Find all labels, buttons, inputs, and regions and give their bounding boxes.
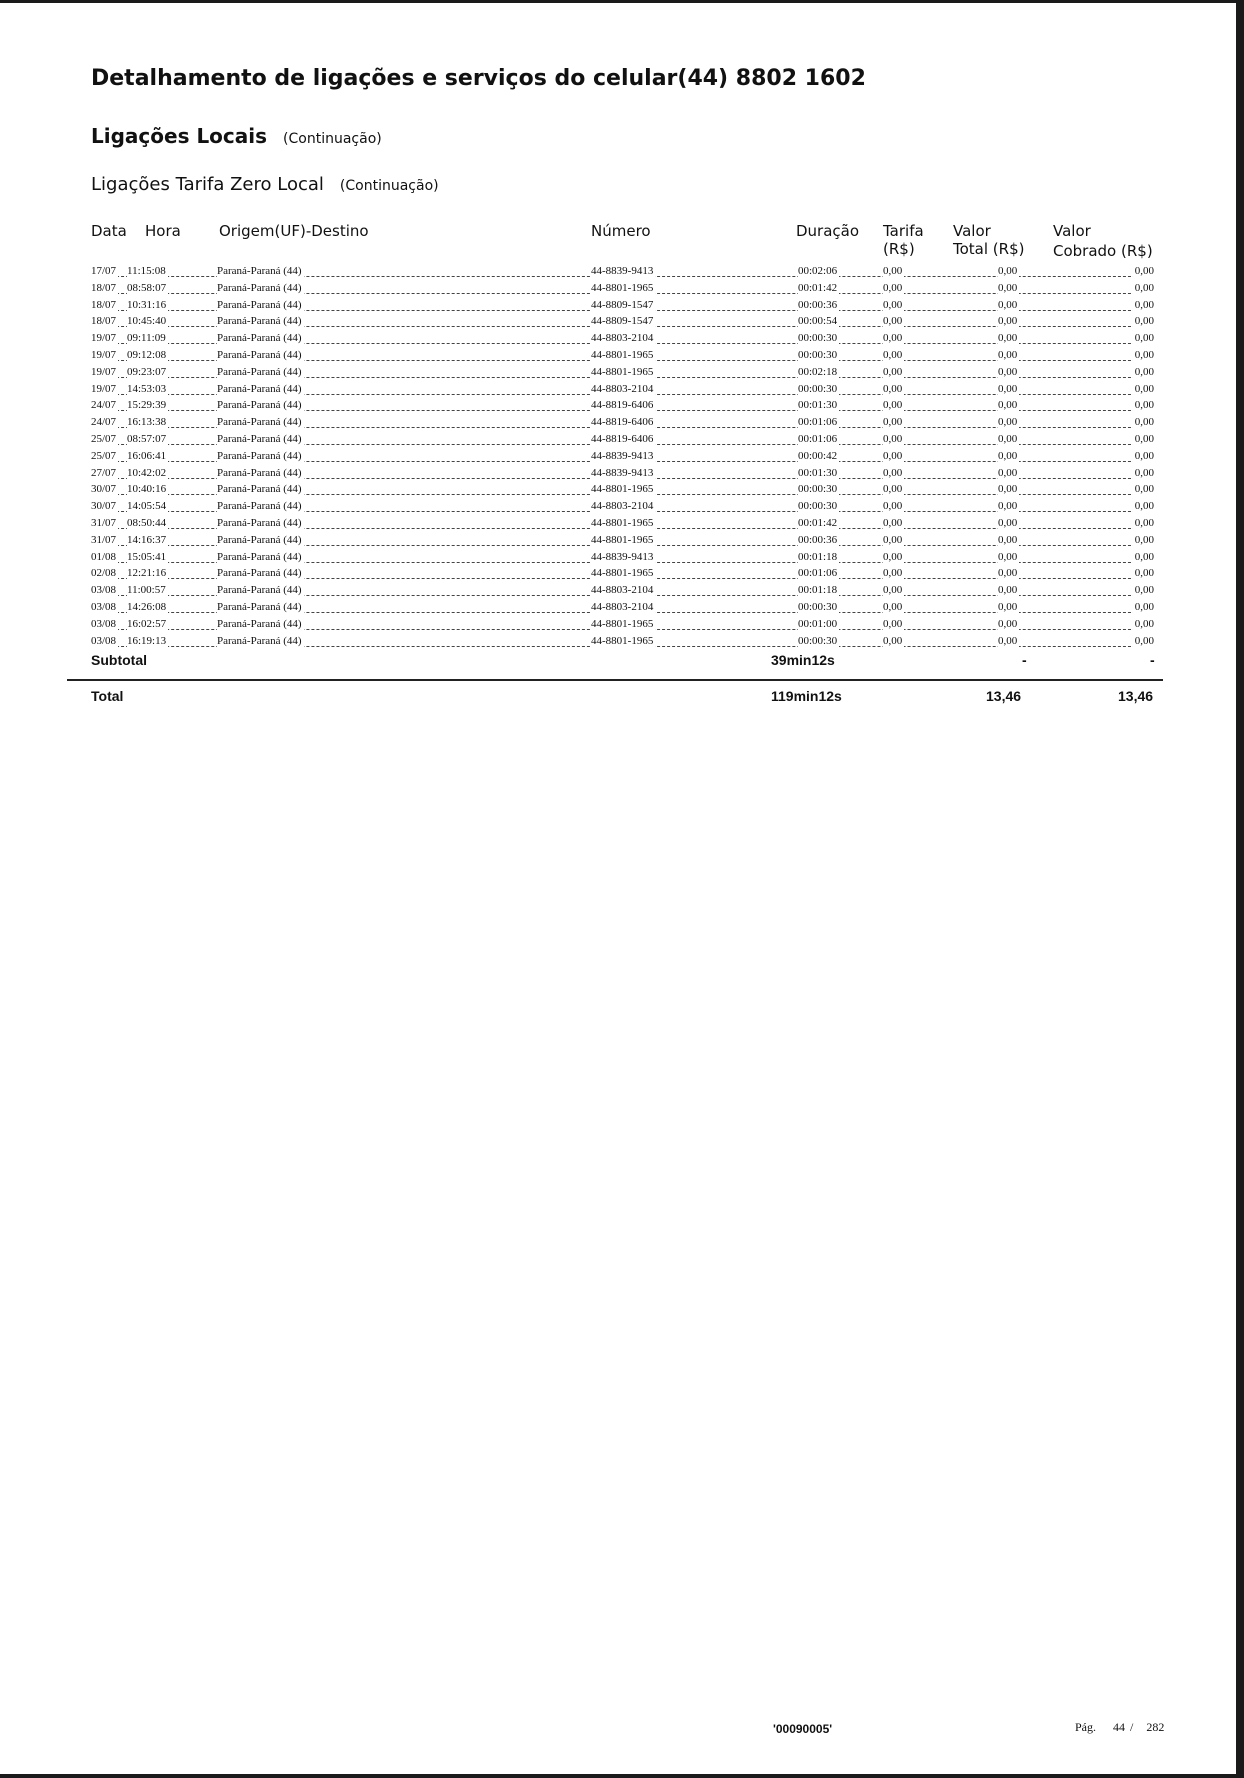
call-time: 10:45:40: [127, 315, 167, 328]
page-label: Pág.: [1075, 1720, 1096, 1734]
call-tariff: 0,00: [883, 416, 903, 429]
call-origin: Paraná-Paraná (44): [217, 634, 302, 647]
call-total-value: 0,00: [998, 617, 1018, 630]
call-tariff: 0,00: [883, 399, 903, 412]
call-tariff: 0,00: [883, 332, 903, 345]
col-header-duracao: Duração: [796, 222, 860, 240]
call-total-value: 0,00: [998, 584, 1018, 597]
call-charged-value: 0,00: [1134, 449, 1154, 462]
call-origin: Paraná-Paraná (44): [217, 567, 302, 580]
call-time: 16:19:13: [127, 634, 167, 647]
call-time: 14:53:03: [127, 382, 167, 395]
subtotal-duration: 39min12s: [771, 652, 835, 668]
call-origin: Paraná-Paraná (44): [217, 416, 302, 429]
table-row: [91, 449, 1156, 466]
total-valor-total: 13,46: [986, 688, 1022, 704]
call-total-value: 0,00: [998, 432, 1018, 445]
call-time: 15:05:41: [127, 550, 167, 563]
call-origin: Paraná-Paraná (44): [217, 617, 302, 630]
call-number: 44-8819-6406: [591, 432, 654, 445]
call-charged-value: 0,00: [1134, 332, 1154, 345]
call-charged-value: 0,00: [1134, 600, 1154, 613]
col-header-valor-total-line1: Valor: [953, 222, 991, 240]
page-current: 44: [1113, 1720, 1125, 1734]
call-origin: Paraná-Paraná (44): [217, 332, 302, 345]
call-duration: 00:00:30: [798, 634, 838, 647]
col-header-origem: Origem(UF)-Destino: [219, 222, 369, 240]
col-header-tarifa: [883, 222, 924, 258]
call-duration: 00:00:42: [798, 449, 838, 462]
table-row: [91, 415, 1156, 432]
call-duration: 00:02:18: [798, 365, 838, 378]
call-charged-value: 0,00: [1134, 500, 1154, 513]
call-total-value: 0,00: [998, 332, 1018, 345]
call-duration: 00:02:06: [798, 265, 838, 277]
call-origin: Paraná-Paraná (44): [217, 516, 302, 529]
table-row: [91, 499, 1156, 516]
call-origin: Paraná-Paraná (44): [217, 348, 302, 361]
call-date: 03/08: [91, 617, 117, 630]
call-duration: 00:01:00: [798, 617, 838, 630]
call-time: 16:06:41: [127, 449, 167, 462]
call-number: 44-8809-1547: [591, 298, 654, 311]
call-origin: Paraná-Paraná (44): [217, 449, 302, 462]
table-row: [91, 398, 1156, 415]
scan-edge-top: [0, 0, 1244, 3]
call-number: 44-8803-2104: [591, 382, 654, 395]
call-origin: Paraná-Paraná (44): [217, 365, 302, 378]
call-number: 44-8801-1965: [591, 617, 654, 630]
call-total-value: 0,00: [998, 449, 1018, 462]
call-duration: 00:01:30: [798, 399, 838, 412]
call-origin: Paraná-Paraná (44): [217, 600, 302, 613]
table-row: [91, 533, 1156, 550]
call-charged-value: 0,00: [1134, 567, 1154, 580]
call-charged-value: 0,00: [1134, 533, 1154, 546]
document-code: '00090005': [773, 1722, 833, 1736]
call-time: 16:02:57: [127, 617, 167, 630]
call-time: 14:05:54: [127, 500, 167, 513]
call-tariff: 0,00: [883, 449, 903, 462]
call-origin: Paraná-Paraná (44): [217, 315, 302, 328]
call-number: 44-8801-1965: [591, 533, 654, 546]
call-total-value: 0,00: [998, 382, 1018, 395]
table-row: [91, 466, 1156, 483]
table-row: [91, 314, 1156, 331]
table-row: [91, 617, 1156, 634]
call-tariff: 0,00: [883, 281, 903, 294]
call-number: 44-8801-1965: [591, 348, 654, 361]
call-time: 16:13:38: [127, 416, 167, 429]
col-header-valor-total: [953, 222, 1024, 258]
call-number: 44-8839-9413: [591, 550, 654, 563]
call-number: 44-8801-1965: [591, 365, 654, 378]
call-origin: Paraná-Paraná (44): [217, 281, 302, 294]
table-row: [91, 600, 1156, 617]
call-total-value: 0,00: [998, 550, 1018, 563]
call-time: 09:12:08: [127, 348, 167, 361]
call-date: 19/07: [91, 348, 117, 361]
table-row: [91, 298, 1156, 315]
call-tariff: 0,00: [883, 348, 903, 361]
call-date: 30/07: [91, 500, 117, 513]
call-date: 18/07: [91, 315, 117, 328]
call-date: 24/07: [91, 416, 117, 429]
call-charged-value: 0,00: [1134, 584, 1154, 597]
call-date: 31/07: [91, 516, 117, 529]
table-row: [91, 566, 1156, 583]
col-header-numero: Número: [591, 222, 651, 240]
call-duration: 00:01:18: [798, 584, 838, 597]
call-tariff: 0,00: [883, 483, 903, 496]
call-charged-value: 0,00: [1134, 365, 1154, 378]
call-total-value: 0,00: [998, 365, 1018, 378]
call-number: 44-8803-2104: [591, 332, 654, 345]
subsection-heading: [91, 174, 439, 195]
call-duration: 00:00:36: [798, 533, 838, 546]
table-row: [91, 281, 1156, 298]
call-number: 44-8803-2104: [591, 584, 654, 597]
call-date: 03/08: [91, 584, 117, 597]
call-total-value: 0,00: [998, 600, 1018, 613]
call-date: 01/08: [91, 550, 117, 563]
subsection-note: (Continuação): [339, 178, 439, 194]
total-duration: 119min12s: [771, 688, 842, 704]
call-total-value: 0,00: [998, 516, 1018, 529]
call-charged-value: 0,00: [1134, 382, 1154, 395]
call-time: 12:21:16: [127, 567, 167, 580]
call-number: 44-8801-1965: [591, 516, 654, 529]
call-duration: 00:01:06: [798, 567, 838, 580]
call-date: 24/07: [91, 399, 117, 412]
table-row: [91, 432, 1156, 449]
call-tariff: 0,00: [883, 634, 903, 647]
call-number: 44-8801-1965: [591, 567, 654, 580]
call-charged-value: 0,00: [1134, 550, 1154, 563]
col-header-data: Data: [91, 222, 127, 240]
call-tariff: 0,00: [883, 584, 903, 597]
call-total-value: 0,00: [998, 483, 1018, 496]
subtotal-valor-total: -: [1022, 652, 1027, 668]
call-number: 44-8819-6406: [591, 416, 654, 429]
call-total-value: 0,00: [998, 265, 1018, 277]
call-charged-value: 0,00: [1134, 416, 1154, 429]
table-row: [91, 348, 1156, 365]
call-total-value: 0,00: [998, 298, 1018, 311]
call-duration: 00:00:30: [798, 483, 838, 496]
call-charged-value: 0,00: [1134, 315, 1154, 328]
call-total-value: 0,00: [998, 533, 1018, 546]
call-duration: 00:01:42: [798, 516, 838, 529]
call-tariff: 0,00: [883, 533, 903, 546]
call-tariff: 0,00: [883, 315, 903, 328]
table-row: [91, 482, 1156, 499]
call-origin: Paraná-Paraná (44): [217, 584, 302, 597]
call-duration: 00:00:36: [798, 298, 838, 311]
table-row: [91, 516, 1156, 533]
call-date: 31/07: [91, 533, 117, 546]
col-header-hora: Hora: [145, 222, 181, 240]
call-time: 09:11:09: [127, 332, 166, 345]
call-number: 44-8839-9413: [591, 449, 654, 462]
call-duration: 00:00:30: [798, 382, 838, 395]
call-total-value: 0,00: [998, 416, 1018, 429]
call-tariff: 0,00: [883, 567, 903, 580]
call-total-value: 0,00: [998, 567, 1018, 580]
call-duration: 00:00:30: [798, 332, 838, 345]
call-date: 30/07: [91, 483, 117, 496]
call-time: 08:50:44: [127, 516, 167, 529]
col-header-valor-cobrado-line1: Valor: [1053, 222, 1091, 240]
call-duration: 00:01:18: [798, 550, 838, 563]
call-origin: Paraná-Paraná (44): [217, 500, 302, 513]
call-date: 19/07: [91, 382, 117, 395]
call-number: 44-8803-2104: [591, 600, 654, 613]
call-total-value: 0,00: [998, 315, 1018, 328]
call-time: 10:42:02: [127, 466, 167, 479]
call-origin: Paraná-Paraná (44): [217, 399, 302, 412]
call-charged-value: 0,00: [1134, 516, 1154, 529]
call-tariff: 0,00: [883, 265, 903, 277]
call-origin: Paraná-Paraná (44): [217, 550, 302, 563]
call-total-value: 0,00: [998, 399, 1018, 412]
call-time: 11:15:08: [127, 265, 166, 277]
call-origin: Paraná-Paraná (44): [217, 483, 302, 496]
call-charged-value: 0,00: [1134, 466, 1154, 479]
section-note: (Continuação): [283, 131, 382, 147]
call-charged-value: 0,00: [1134, 348, 1154, 361]
call-duration: 00:00:30: [798, 348, 838, 361]
call-charged-value: 0,00: [1134, 617, 1154, 630]
call-tariff: 0,00: [883, 365, 903, 378]
call-charged-value: 0,00: [1134, 298, 1154, 311]
call-time: 15:29:39: [127, 399, 167, 412]
call-date: 27/07: [91, 466, 117, 479]
call-date: 18/07: [91, 298, 117, 311]
call-duration: 00:01:06: [798, 416, 838, 429]
call-time: 10:31:16: [127, 298, 167, 311]
call-time: 10:40:16: [127, 483, 167, 496]
call-origin: Paraná-Paraná (44): [217, 265, 302, 277]
call-origin: Paraná-Paraná (44): [217, 382, 302, 395]
call-charged-value: 0,00: [1134, 281, 1154, 294]
subtotal-label: Subtotal: [91, 652, 147, 668]
call-time: 14:26:08: [127, 600, 167, 613]
call-time: 11:00:57: [127, 584, 166, 597]
total-valor-cobrado: 13,46: [1118, 688, 1154, 704]
call-date: 25/07: [91, 449, 117, 462]
call-time: 09:23:07: [127, 365, 167, 378]
section-heading: [91, 124, 382, 148]
call-tariff: 0,00: [883, 298, 903, 311]
call-duration: 00:00:30: [798, 600, 838, 613]
call-duration: 00:00:30: [798, 500, 838, 513]
call-charged-value: 0,00: [1134, 432, 1154, 445]
call-origin: Paraná-Paraná (44): [217, 466, 302, 479]
call-date: 18/07: [91, 281, 117, 294]
call-date: 25/07: [91, 432, 117, 445]
call-tariff: 0,00: [883, 382, 903, 395]
call-number: 44-8801-1965: [591, 281, 654, 294]
call-number: 44-8839-9413: [591, 265, 654, 277]
page-total: 282: [1146, 1720, 1165, 1734]
call-total-value: 0,00: [998, 634, 1018, 647]
call-tariff: 0,00: [883, 432, 903, 445]
call-date: 03/08: [91, 600, 117, 613]
table-row: [91, 331, 1156, 348]
call-tariff: 0,00: [883, 466, 903, 479]
total-divider: [67, 679, 1163, 681]
page-number: Pág. 44 / 282: [1075, 1720, 1165, 1734]
call-time: 14:16:37: [127, 533, 167, 546]
col-header-tarifa-line2: (R$): [883, 240, 915, 258]
call-list: [91, 264, 1156, 650]
call-total-value: 0,00: [998, 281, 1018, 294]
call-date: 02/08: [91, 567, 117, 580]
call-number: 44-8801-1965: [591, 483, 654, 496]
call-date: 17/07: [91, 265, 117, 277]
call-number: 44-8839-9413: [591, 466, 654, 479]
call-total-value: 0,00: [998, 466, 1018, 479]
call-origin: Paraná-Paraná (44): [217, 533, 302, 546]
col-header-valor-cobrado: [1053, 222, 1153, 260]
call-charged-value: 0,00: [1134, 634, 1154, 647]
table-row: [91, 264, 1156, 281]
scan-edge-bottom: [0, 1774, 1244, 1778]
call-tariff: 0,00: [883, 500, 903, 513]
call-date: 19/07: [91, 365, 117, 378]
section-title: Ligações Locais: [91, 124, 268, 148]
call-charged-value: 0,00: [1134, 399, 1154, 412]
total-label: Total: [91, 688, 124, 704]
page-title: Detalhamento de ligações e serviços do celular(44) 8802 1602: [91, 66, 866, 91]
call-charged-value: 0,00: [1134, 265, 1154, 277]
table-row: [91, 550, 1156, 567]
call-origin: Paraná-Paraná (44): [217, 298, 302, 311]
table-row: [91, 583, 1156, 600]
col-header-valor-cobrado-line2: Cobrado (R$): [1053, 242, 1153, 260]
call-total-value: 0,00: [998, 500, 1018, 513]
scan-edge-right: [1236, 0, 1244, 1778]
call-tariff: 0,00: [883, 600, 903, 613]
call-time: 08:58:07: [127, 281, 167, 294]
call-duration: 00:00:54: [798, 315, 838, 328]
call-total-value: 0,00: [998, 348, 1018, 361]
call-duration: 00:01:42: [798, 281, 838, 294]
call-tariff: 0,00: [883, 516, 903, 529]
call-duration: 00:01:30: [798, 466, 838, 479]
subtotal-valor-cobrado: -: [1150, 652, 1155, 668]
table-row: [91, 382, 1156, 399]
call-time: 08:57:07: [127, 432, 167, 445]
col-header-valor-total-line2: Total (R$): [953, 240, 1025, 258]
call-tariff: 0,00: [883, 550, 903, 563]
call-origin: Paraná-Paraná (44): [217, 432, 302, 445]
table-row: [91, 365, 1156, 382]
call-tariff: 0,00: [883, 617, 903, 630]
call-charged-value: 0,00: [1134, 483, 1154, 496]
call-duration: 00:01:06: [798, 432, 838, 445]
call-date: 03/08: [91, 634, 117, 647]
call-number: 44-8809-1547: [591, 315, 654, 328]
call-number: 44-8803-2104: [591, 500, 654, 513]
table-row: [91, 634, 1156, 651]
call-number: 44-8801-1965: [591, 634, 654, 647]
call-number: 44-8819-6406: [591, 399, 654, 412]
col-header-tarifa-line1: Tarifa: [883, 222, 924, 240]
call-date: 19/07: [91, 332, 117, 345]
subsection-title: Ligações Tarifa Zero Local: [91, 174, 324, 195]
